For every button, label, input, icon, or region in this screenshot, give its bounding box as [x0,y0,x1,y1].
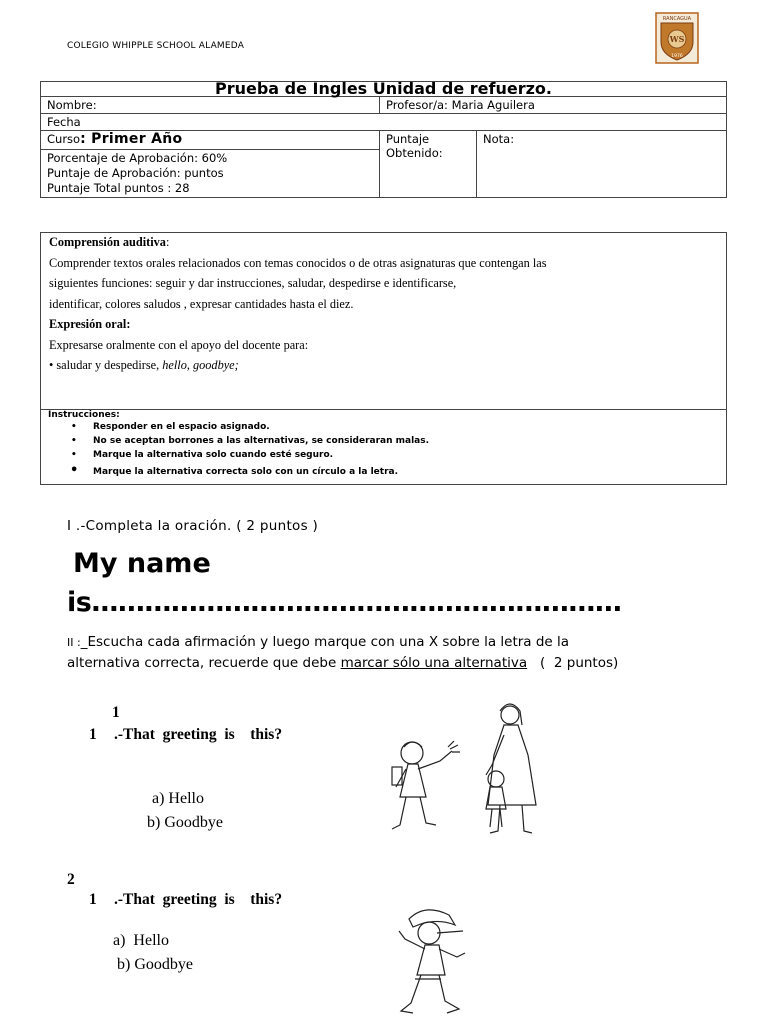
comprension-line-1: Comprender textos orales relacionados con temas conocidos o de otras asignaturas que contengan las [49,255,547,270]
instruction-item: • No se aceptan borrones a las alternativas, se consideraran malas. [41,434,726,448]
porcentaje-aprobacion: Porcentaje de Aprobación: 60% [47,151,228,165]
question-1-index: 1 [112,704,120,721]
instruction-item: • Responder en el espacio asignado. [41,420,726,434]
expresion-title: Expresión oral: [49,317,131,331]
objectives-box [40,232,727,410]
puntaje-info [41,150,380,198]
section-2-text-c: ( 2 puntos) [527,655,619,671]
question-1-number: 1 [89,726,97,743]
logo-year: 1976 [671,54,683,59]
comprension-colon: : [165,235,170,249]
section-2-underlined: marcar sólo una alternativa [340,655,528,671]
question-1-text: .-That greeting is this? [114,726,283,743]
instructions-list [41,420,726,479]
comprension-line-2: siguientes funciones: seguir y dar instrucciones, saludar, despedirse e identificarse, [49,276,457,290]
puntaje-obtenido-field[interactable] [380,131,477,198]
greeting-children-illustration [382,695,542,844]
section-1-heading: I .-Completa la oración. ( 2 puntos ) [67,518,319,534]
school-crest-logo [655,12,699,64]
question-1-option-b[interactable]: b) Goodbye [147,814,223,831]
comprension-line-3: identificar, colores saludos , expresar cantidades hasta el diez. [49,296,354,311]
school-name: COLEGIO WHIPPLE SCHOOL ALAMEDA [67,41,245,51]
section-2-roman: II : [67,636,81,649]
section-2-text-b: alternativa correcta, recuerde que debe [67,655,341,671]
expresion-line-1: Expresarse oralmente con el apoyo del docente para: [49,337,309,352]
question-2-option-b[interactable]: b) Goodbye [117,956,193,973]
curso-field [41,131,380,150]
puntaje-obtenido-label-2: Obtenido: [386,146,443,160]
nombre-field[interactable]: Nombre: [41,97,380,114]
puntaje-aprobacion: Puntaje de Aprobación: puntos [47,166,224,180]
section-2-text-a: _Escucha cada afirmación y luego marque con una X sobre la letra de la [80,634,570,650]
question-2-option-a[interactable]: a) Hello [113,932,169,949]
question-1-option-a[interactable]: a) Hello [152,790,204,807]
profesor-field: Profesor/a: Maria Aguilera [380,97,727,114]
header-table [40,81,727,198]
logo-top-text: RANCAGUA [662,16,692,22]
question-2-index: 2 [67,871,75,888]
logo-center-text: WS [669,34,685,44]
section-1-line-1: My name [73,548,211,579]
section-2-instructions [67,632,717,674]
puntaje-total: Puntaje Total puntos : 28 [47,181,190,195]
curso-value: : Primer Año [80,131,183,147]
curso-label: Curso [47,132,81,146]
pinocchio-illustration [395,905,475,1027]
exam-title: Prueba de Ingles Unidad de refuerzo. [41,82,727,97]
instruction-item: • Marque la alternativa correcta solo con un círculo a la letra. [41,465,726,479]
puntaje-obtenido-label-1: Puntaje [386,132,430,146]
nota-field[interactable]: Nota: [477,131,727,198]
comprension-title: Comprensión auditiva [49,235,166,249]
section-1-line-2[interactable]: is…………………………………………………… [67,587,622,618]
instruction-item: • Marque la alternativa solo cuando esté seguro. [41,448,726,462]
question-2-number: 1 [89,891,97,908]
expresion-italic: hello, goodbye; [162,358,239,372]
instructions-title: Instrucciones: [48,410,120,420]
fecha-field[interactable]: Fecha [41,114,727,131]
question-2-text: .-That greeting is this? [114,891,283,908]
expresion-bullet: • saludar y despedirse, [49,358,163,372]
instructions-box [40,408,727,485]
